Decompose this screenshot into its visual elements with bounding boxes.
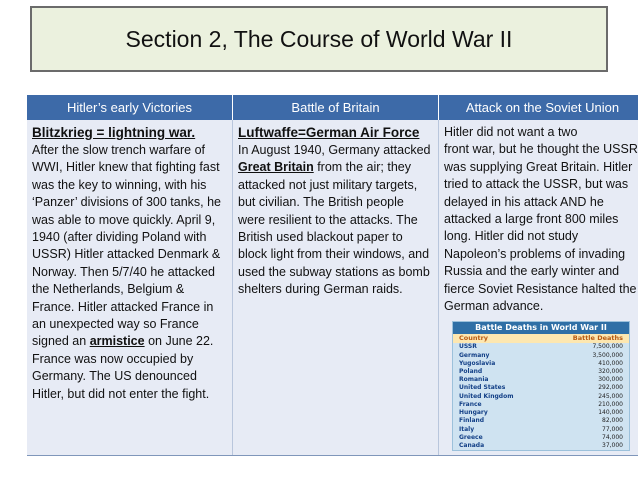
battle-of-britain-text: In August 1940, Germany attacked Great Britain from the air; they attacked not just military targets, but civilian. The British people were resilient to the attacks. The British used blackout paper to block light from their windows, and used the subway stations as bomb shelters during German raids. (238, 143, 431, 297)
battle-deaths-header (453, 334, 629, 343)
death-value: 140,000 (598, 409, 623, 417)
death-value: 7,500,000 (592, 343, 623, 351)
death-country: USSR (459, 343, 477, 351)
armistice-term: armistice (89, 334, 145, 349)
death-country: Greece (459, 433, 483, 441)
death-row (453, 442, 629, 450)
header-battle-of-britain: Battle of Britain (233, 95, 439, 120)
death-row (453, 352, 629, 360)
soviet-lead-text: Hitler did not want a two (444, 125, 578, 139)
death-value: 245,000 (598, 392, 623, 400)
death-country: Yugoslavia (459, 359, 496, 367)
death-row (453, 426, 629, 434)
death-country: Italy (459, 425, 475, 433)
soviet-attack-text: front war, but he thought the USSR was supplying Great Britain. Hitler tried to attack the USSR, but was delayed in his attack AND he attacked a large front 800 miles long. Hitler did not study Napoleon’s problems of invading Russia and the early winter and fierce Soviet Resistance halted the German advance. (444, 142, 638, 314)
death-value: 210,000 (598, 400, 623, 408)
death-country: Canada (459, 441, 485, 449)
death-row (453, 401, 629, 409)
soviet-attack-cell (439, 120, 638, 456)
death-country: Romania (459, 376, 489, 384)
death-value: 82,000 (602, 417, 623, 425)
blitzkrieg-text: After the slow trench warfare of WWI, Hitler knew that fighting fast was the key to winning, with his ‘Panzer’ divisions of 300 tanks, he was able to move quickly. April 9, 1940 (after dividing Poland with USSR) Hitler attacked Denmark & Norway. Then 5/7/40 he attacked the Netherlands, Belgium & France. Hitler attacked France in an unexpected way so France signed an armistice on June 22. France was now occupied by Germany. The US denounced Hitler, but did not enter the fight. (32, 143, 221, 401)
battle-deaths-title: Battle Deaths in World War II (453, 322, 629, 334)
death-country: France (459, 400, 482, 408)
death-country: Finland (459, 417, 485, 425)
slide-title: Section 2, The Course of World War II (125, 25, 513, 52)
death-row (453, 376, 629, 384)
blitzkrieg-heading: Blitzkrieg = lightning war. (32, 125, 196, 140)
death-country: Germany (459, 351, 490, 359)
death-row (453, 409, 629, 417)
death-value: 410,000 (598, 359, 623, 367)
death-value: 300,000 (598, 376, 623, 384)
header-soviet-attack: Attack on the Soviet Union (439, 95, 638, 120)
death-row (453, 384, 629, 392)
header-early-victories: Hitler’s early Victories (27, 95, 233, 120)
death-value: 74,000 (602, 433, 623, 441)
death-row (453, 417, 629, 425)
deaths-column-label: Battle Deaths (572, 334, 623, 343)
great-britain-term: Great Britain (238, 160, 314, 175)
slide-title-box (30, 6, 608, 72)
death-country: Hungary (459, 409, 488, 417)
early-victories-cell (27, 120, 233, 456)
death-row (453, 434, 629, 442)
death-value: 77,000 (602, 425, 623, 433)
death-value: 3,500,000 (592, 351, 623, 359)
country-column-label: Country (459, 334, 489, 343)
death-value: 37,000 (602, 441, 623, 449)
death-value: 320,000 (598, 368, 623, 376)
death-country: United Kingdom (459, 392, 514, 400)
battle-deaths-table (452, 321, 630, 451)
battle-deaths-rows (453, 343, 629, 450)
death-row (453, 360, 629, 368)
death-row (453, 393, 629, 401)
death-country: Poland (459, 368, 483, 376)
death-country: United States (459, 384, 506, 392)
luftwaffe-heading: Luftwaffe=German Air Force (238, 125, 420, 140)
header-row (27, 95, 638, 120)
death-row (453, 368, 629, 376)
death-value: 292,000 (598, 384, 623, 392)
death-row (453, 343, 629, 351)
content-table (27, 95, 638, 456)
content-row (27, 120, 638, 456)
battle-of-britain-cell (233, 120, 439, 456)
